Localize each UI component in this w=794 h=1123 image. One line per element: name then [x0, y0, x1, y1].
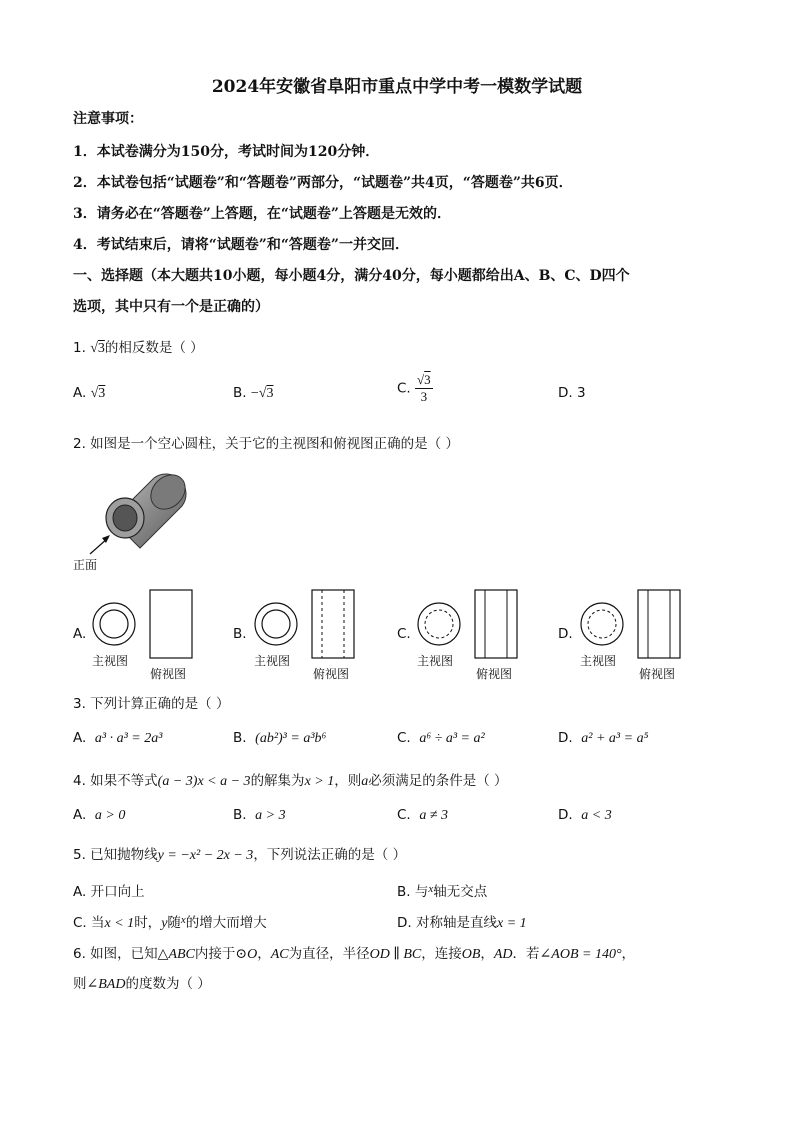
q2-option-d-top-view: 俯视图 — [639, 667, 676, 681]
q2-option-a-main-view: 主视图 — [92, 654, 129, 668]
question-6-stem-line2 — [73, 972, 211, 993]
q1-option-c-denominator: 3 — [420, 389, 428, 404]
q2-option-c-main-view: 主视图 — [417, 654, 454, 668]
question-3-stem: 3. 下列计算正确的是（ ） — [73, 696, 230, 712]
q1-sqrt: √3 — [90, 341, 105, 356]
q6-text-1: 6. 如图，已知 — [73, 946, 158, 962]
notice-heading: 注意事项： — [73, 111, 143, 127]
q4-text-1: 4. 如果不等式 — [73, 773, 158, 789]
question-5-stem — [73, 843, 406, 864]
q1-radicand: 3 — [97, 341, 105, 356]
q5-option-b-var: x — [428, 883, 434, 895]
q5-option-c-text-2: 时， — [134, 915, 162, 931]
q6-text-2: 内接于 — [194, 946, 236, 962]
q3-option-d-label: D. — [558, 730, 573, 746]
q5-option-c-x: x — [180, 914, 186, 926]
q3-option-b-label: B. — [233, 730, 247, 746]
q6-parallel: OD ∥ BC — [369, 947, 422, 962]
q6-angle-bad: ∠BAD — [86, 977, 126, 992]
q2-option-b-main-view: 主视图 — [254, 654, 291, 668]
q5-option-b[interactable] — [397, 880, 487, 900]
question-6-stem-line1 — [73, 942, 635, 963]
q5-parabola: y = −x² − 2x − 3 — [157, 848, 254, 863]
q2-option-c-top-view: 俯视图 — [476, 667, 513, 681]
q5-option-c-y: y — [161, 916, 168, 931]
q3-option-a-label: A. — [73, 730, 87, 746]
q3-option-b[interactable] — [233, 730, 326, 747]
q4-option-d[interactable] — [558, 807, 612, 824]
section-heading-line2: 选项，其中只有一个是正确的） — [73, 299, 269, 315]
q6-text-10: 的度数为（ ） — [125, 976, 211, 992]
q5-option-a[interactable]: A. 开口向上 — [73, 884, 145, 900]
q4-option-d-label: D. — [558, 807, 573, 823]
q4-option-b[interactable] — [233, 807, 286, 824]
q2-option-d-figure[interactable] — [580, 588, 684, 658]
q5-option-d-expr: x = 1 — [496, 916, 527, 931]
q3-option-d[interactable] — [558, 730, 648, 747]
notice-item-4: 4．考试结束后，请将“试题卷”和“答题卷”一并交回． — [73, 237, 409, 253]
q3-option-d-expr: a² + a³ = a⁵ — [581, 731, 649, 746]
notice-item-1: 1．本试卷满分为150分，考试时间为120分钟． — [73, 144, 380, 160]
q2-option-a-top-view: 俯视图 — [150, 667, 187, 681]
q5-option-d[interactable] — [397, 911, 527, 932]
q3-option-c-expr: a⁶ ÷ a³ = a² — [419, 731, 485, 746]
q4-option-a-label: A. — [73, 807, 87, 823]
q5-option-c-text-4: 的增大而增大 — [185, 915, 267, 931]
q6-ac: AC — [270, 947, 289, 962]
q5-option-c-text-3: 随 — [167, 915, 181, 931]
q6-text-8: ， — [621, 946, 636, 962]
q4-text-4: 必须满足的条件是（ ） — [368, 773, 508, 789]
q4-inequality: (a − 3)x < a − 3 — [157, 774, 251, 789]
q6-text-6: ， — [480, 946, 494, 962]
q1-option-a[interactable]: A. √3 — [73, 385, 106, 401]
q2-option-c-label[interactable]: C. — [397, 626, 411, 642]
q3-option-c-label: C. — [397, 730, 411, 746]
q3-option-a[interactable] — [73, 730, 162, 747]
q2-option-b-figure[interactable] — [254, 588, 358, 658]
q1-option-c-label: C. — [397, 380, 411, 397]
q4-option-a-expr: a > 0 — [94, 808, 126, 823]
q6-text-7: ．若 — [512, 946, 540, 962]
q5-option-d-text-1: D. 对称轴是直线 — [397, 915, 497, 931]
q5-option-c-text-1: C. 当 — [73, 915, 105, 931]
q1-option-b[interactable]: B. −√3 — [233, 385, 274, 401]
q6-ob: OB — [461, 947, 481, 962]
q4-solution: x > 1 — [304, 774, 335, 789]
q3-option-b-expr: (ab²)³ = a³b⁶ — [255, 731, 327, 746]
q4-option-d-expr: a < 3 — [581, 808, 612, 823]
notice-item-3: 3．请务必在“答题卷”上答题，在“试题卷”上答题是无效的． — [73, 206, 451, 222]
q5-option-c[interactable] — [73, 911, 267, 932]
q6-angle-aob: ∠AOB = 140° — [539, 947, 622, 962]
q1-option-b-value: 3 — [266, 386, 274, 401]
q6-text-3: ， — [257, 946, 271, 962]
q2-option-d-main-view: 主视图 — [580, 654, 617, 668]
front-label: 正面 — [73, 558, 98, 572]
q4-option-b-expr: a > 3 — [255, 808, 286, 823]
q2-option-b-label[interactable]: B. — [233, 626, 247, 642]
q2-option-c-figure[interactable] — [417, 588, 521, 658]
q5-text-1: 5. 已知抛物线 — [73, 847, 158, 863]
page-title: 2024年安徽省阜阳市重点中学中考一模数学试题 — [211, 77, 583, 97]
q2-option-a-figure[interactable] — [92, 588, 196, 658]
q4-text-3: ，则 — [334, 773, 362, 789]
q2-option-d-label[interactable]: D. — [558, 626, 573, 642]
q3-option-a-expr: a³ · a³ = 2a³ — [94, 731, 163, 746]
q2-option-a-label[interactable]: A. — [73, 626, 87, 642]
q6-text-9: 则 — [73, 976, 87, 992]
q4-option-a[interactable] — [73, 807, 125, 824]
q5-option-b-text-2: 轴无交点 — [433, 884, 488, 900]
q5-option-b-text-1: B. 与 — [397, 884, 429, 900]
q4-option-c-label: C. — [397, 807, 411, 823]
q1-option-b-label: B. — [233, 385, 247, 401]
section-heading-line1: 一、选择题（本大题共10小题，每小题4分，满分40分，每小题都给出A、B、C、D四个 — [73, 268, 630, 284]
q6-circle: ⊙O — [235, 947, 258, 962]
q4-text-2: 的解集为 — [250, 773, 305, 789]
q4-option-b-label: B. — [233, 807, 247, 823]
q4-var: a — [361, 774, 369, 789]
q5-text-2: ，下列说法正确的是（ ） — [253, 847, 407, 863]
q1-option-a-value: 3 — [98, 386, 106, 401]
q6-text-4: 为直径，半径 — [288, 946, 370, 962]
q6-triangle: △ABC — [157, 947, 195, 962]
q3-option-c[interactable] — [397, 730, 485, 747]
q4-option-c[interactable] — [397, 807, 448, 824]
q4-option-c-expr: a ≠ 3 — [419, 808, 448, 823]
q6-ad: AD — [493, 947, 513, 962]
question-2-stem: 2. 如图是一个空心圆柱，关于它的主视图和俯视图正确的是（ ） — [73, 436, 459, 452]
q1-stem-text: 的相反数是（ ） — [104, 340, 204, 356]
q6-text-5: ，连接 — [421, 946, 462, 962]
q1-option-b-sign: − — [250, 386, 259, 401]
q1-option-a-label: A. — [73, 385, 87, 401]
notice-item-2: 2．本试卷包括“试题卷”和“答题卷”两部分，“试题卷”共4页，“答题卷”共6页． — [73, 175, 573, 191]
question-4-stem — [73, 769, 508, 790]
q1-option-d[interactable]: D. 3 — [558, 385, 586, 401]
q1-option-c[interactable]: C. $\frac{√3}{3}$ — [397, 372, 431, 404]
question-1-stem — [73, 336, 204, 357]
q2-option-b-top-view: 俯视图 — [313, 667, 350, 681]
q5-option-c-cond: x < 1 — [104, 916, 135, 931]
q1-number: 1. — [73, 340, 86, 356]
q1-option-c-numerator: 3 — [424, 372, 431, 387]
